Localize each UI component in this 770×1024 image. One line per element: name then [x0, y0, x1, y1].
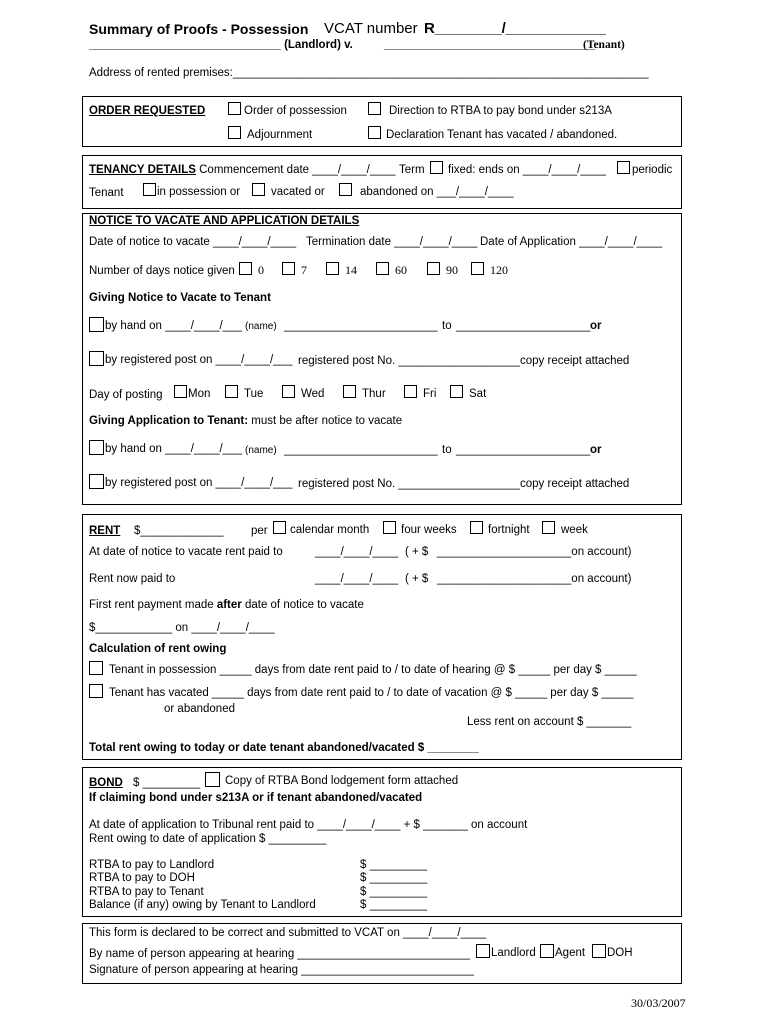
if-claiming-heading: If claiming bond under s213A or if tenant abandoned/vacated [89, 792, 423, 804]
checkbox-icon[interactable] [89, 317, 104, 332]
tenant-vacated-option[interactable]: vacated or [252, 183, 325, 199]
checkbox-icon[interactable] [592, 944, 606, 958]
application-post-no-field[interactable]: registered post No. ___________________ [298, 478, 520, 490]
notice-by-hand-option[interactable]: by hand on ____/____/___ [89, 317, 242, 333]
checkbox-icon[interactable] [228, 102, 241, 115]
giving-notice-heading: Giving Notice to Vacate to Tenant [89, 292, 271, 304]
checkbox-icon[interactable] [228, 126, 241, 139]
role-agent-option[interactable]: Agent [540, 944, 585, 960]
total-rent-owing-field[interactable]: Total rent owing to today or date tenant abandoned/vacated $ ________ [89, 742, 479, 754]
notice-to-field[interactable]: _____________________ [456, 320, 591, 332]
copy-receipt-label: copy receipt attached [520, 478, 630, 490]
checkbox-icon[interactable] [450, 385, 463, 398]
checkbox-icon[interactable] [89, 440, 104, 455]
rent-paid-at-notice-label: At date of notice to vacate rent paid to [89, 546, 283, 558]
order-declaration-option[interactable]: Declaration Tenant has vacated / abandoned. [368, 126, 617, 142]
posting-day-mon[interactable]: Mon [174, 385, 210, 401]
address-field[interactable]: Address of rented premises:_________________________________________________________________ [89, 67, 649, 79]
rent-now-paid-label: Rent now paid to [89, 573, 176, 585]
order-rtba-option[interactable]: Direction to RTBA to pay bond under s213A [368, 102, 612, 118]
posting-day-fri[interactable]: Fri [404, 385, 436, 401]
days-notice-60[interactable]: 60 [376, 262, 407, 276]
term-periodic-option[interactable]: periodic [617, 161, 672, 177]
checkbox-icon[interactable] [326, 262, 339, 275]
bond-row-value[interactable]: $ _________ [360, 899, 428, 911]
checkbox-icon[interactable] [89, 684, 103, 698]
rent-paid-at-notice-date[interactable]: ____/____/____ [315, 546, 399, 558]
bond-row-value[interactable]: $ _________ [360, 859, 428, 871]
calc-heading: Calculation of rent owing [89, 643, 227, 655]
checkbox-icon[interactable] [282, 262, 295, 275]
notice-date-field[interactable]: Date of notice to vacate ____/____/____ [89, 236, 297, 248]
checkbox-icon[interactable] [476, 944, 490, 958]
footer-date: 30/03/2007 [631, 996, 686, 1010]
bond-heading: BOND [89, 777, 123, 789]
bond-row-value[interactable]: $ _________ [360, 872, 428, 884]
term-label: Term [399, 164, 425, 176]
order-possession-option[interactable]: Order of possession [228, 102, 347, 118]
tenant-abandoned-option[interactable]: abandoned on ___/____/____ [339, 183, 514, 199]
rent-heading: RENT [89, 525, 121, 537]
less-rent-field[interactable]: Less rent on account $ _______ [467, 716, 632, 728]
signature-field[interactable]: Signature of person appearing at hearing ___________________________ [89, 964, 474, 976]
plus-label: ( + $ [405, 546, 429, 558]
role-landlord-option[interactable]: Landlord [476, 944, 536, 960]
checkbox-icon[interactable] [273, 521, 286, 534]
giving-application-heading: Giving Application to Tenant: must be after notice to vacate [89, 415, 403, 427]
first-payment-label: First rent payment made after date of notice to vacate [89, 599, 364, 611]
name-label: (name) [245, 321, 277, 332]
rent-calendar-month-option[interactable]: calendar month [273, 521, 369, 537]
bond-row-value[interactable]: $ _________ [360, 886, 428, 898]
bond-row: Balance (if any) owing by Tenant to Landlord [89, 899, 316, 911]
checkbox-icon[interactable] [143, 183, 156, 196]
posting-day-sat[interactable]: Sat [450, 385, 486, 401]
vcat-number-field[interactable]: R________/____________ [424, 20, 606, 37]
first-payment-field[interactable]: $____________ on ____/____/____ [89, 622, 275, 634]
checkbox-icon[interactable] [542, 521, 555, 534]
calc-possession-option[interactable]: Tenant in possession _____ days from date rent paid to / to date of hearing @ $ _____ per day $ _____ [89, 661, 637, 677]
application-by-hand-option[interactable]: by hand on ____/____/___ [89, 440, 242, 456]
day-of-posting-label: Day of posting [89, 389, 163, 401]
application-name-field[interactable]: ________________________ [284, 444, 438, 456]
tenant-label: (Tenant) [583, 39, 625, 51]
days-notice-0[interactable]: 0 [239, 262, 264, 276]
vcat-label: VCAT number [324, 20, 418, 37]
rent-owing-application-field[interactable]: Rent owing to date of application $ _________ [89, 833, 327, 845]
checkbox-icon[interactable] [470, 521, 483, 534]
rent-amount-field[interactable]: $_____________ [134, 525, 224, 537]
posting-day-tue[interactable]: Tue [225, 385, 263, 401]
rent-on-account-field[interactable]: _____________________on account) [437, 546, 632, 558]
checkbox-icon[interactable] [383, 521, 396, 534]
commencement-date-field[interactable]: Commencement date ____/____/____ [199, 164, 396, 176]
role-doh-option[interactable]: DOH [592, 944, 633, 960]
posting-day-thur[interactable]: Thur [343, 385, 386, 401]
termination-date-field[interactable]: Termination date ____/____/____ [306, 236, 478, 248]
person-name-field[interactable]: By name of person appearing at hearing ___________________________ [89, 948, 471, 960]
days-notice-7[interactable]: 7 [282, 262, 307, 276]
notice-heading: NOTICE TO VACATE AND APPLICATION DETAILS [89, 215, 360, 227]
checkbox-icon[interactable] [89, 661, 103, 675]
to-label: to [442, 444, 452, 456]
checkbox-icon[interactable] [368, 102, 381, 115]
or-abandoned-label: or abandoned [164, 703, 235, 715]
checkbox-icon[interactable] [239, 262, 252, 275]
tenancy-heading: TENANCY DETAILS [89, 164, 196, 176]
plus-label: ( + $ [405, 573, 429, 585]
checkbox-icon[interactable] [430, 161, 443, 174]
checkbox-icon[interactable] [252, 183, 265, 196]
order-heading: ORDER REQUESTED [89, 105, 206, 117]
rent-four-weeks-option[interactable]: four weeks [383, 521, 457, 537]
declaration-date-field[interactable]: This form is declared to be correct and submitted to VCAT on ____/____/____ [89, 927, 487, 939]
checkbox-icon[interactable] [617, 161, 630, 174]
days-notice-120[interactable]: 120 [471, 262, 508, 276]
rent-now-on-account-field[interactable]: _____________________on account) [437, 573, 632, 585]
rent-week-option[interactable]: week [542, 521, 588, 537]
per-label: per [251, 525, 268, 537]
days-notice-label: Number of days notice given [89, 265, 235, 277]
name-label: (name) [245, 445, 277, 456]
bond-row: RTBA to pay to Landlord [89, 859, 215, 871]
checkbox-icon[interactable] [427, 262, 440, 275]
bond-row: RTBA to pay to DOH [89, 872, 195, 884]
checkbox-icon[interactable] [368, 126, 381, 139]
to-label: to [442, 320, 452, 332]
tenant-in-possession-option[interactable]: in possession or [143, 183, 240, 199]
tenant-field[interactable]: _________________________________ [384, 39, 596, 51]
copy-receipt-label: copy receipt attached [520, 355, 630, 367]
rent-now-paid-date[interactable]: ____/____/____ [315, 573, 399, 585]
notice-by-post-option[interactable]: by registered post on ____/____/___ [89, 351, 292, 367]
notice-post-no-field[interactable]: registered post No. ___________________ [298, 355, 520, 367]
landlord-field[interactable]: ______________________________ (Landlord) v. [89, 39, 353, 51]
tenant-status-label: Tenant [89, 187, 124, 199]
checkbox-icon[interactable] [225, 385, 238, 398]
bond-copy-option[interactable]: Copy of RTBA Bond lodgement form attached [205, 772, 458, 788]
bond-row: RTBA to pay to Tenant [89, 886, 204, 898]
checkbox-icon[interactable] [376, 262, 389, 275]
application-by-post-option[interactable]: by registered post on ____/____/___ [89, 474, 292, 490]
form-title: Summary of Proofs - Possession [89, 21, 309, 37]
checkbox-icon[interactable] [339, 183, 352, 196]
rent-fortnight-option[interactable]: fortnight [470, 521, 530, 537]
posting-day-wed[interactable]: Wed [282, 385, 324, 401]
bond-rent-paid-field[interactable]: At date of application to Tribunal rent paid to ____/____/____ + $ _______ on account [89, 819, 528, 831]
checkbox-icon[interactable] [540, 944, 554, 958]
checkbox-icon[interactable] [404, 385, 417, 398]
checkbox-icon[interactable] [205, 772, 220, 787]
checkbox-icon[interactable] [174, 385, 187, 398]
application-to-field[interactable]: _____________________ [456, 444, 591, 456]
checkbox-icon[interactable] [89, 351, 104, 366]
bond-amount-field[interactable]: $ _________ [133, 777, 201, 789]
checkbox-icon[interactable] [89, 474, 104, 489]
checkbox-icon[interactable] [343, 385, 356, 398]
checkbox-icon[interactable] [471, 262, 484, 275]
term-fixed-option[interactable]: fixed: ends on ____/____/____ [430, 161, 606, 177]
notice-name-field[interactable]: ________________________ [284, 320, 438, 332]
or-label: or [590, 320, 602, 332]
checkbox-icon[interactable] [282, 385, 295, 398]
days-notice-90[interactable]: 90 [427, 262, 458, 276]
application-date-field[interactable]: Date of Application ____/____/____ [480, 236, 663, 248]
calc-vacated-option[interactable]: Tenant has vacated _____ days from date rent paid to / to date of vacation @ $ _____ per day $ _____ [89, 684, 633, 700]
tenancy-row-1 [89, 165, 395, 177]
days-notice-14[interactable]: 14 [326, 262, 357, 276]
or-label: or [590, 444, 602, 456]
order-adjournment-option[interactable]: Adjournment [228, 126, 312, 142]
